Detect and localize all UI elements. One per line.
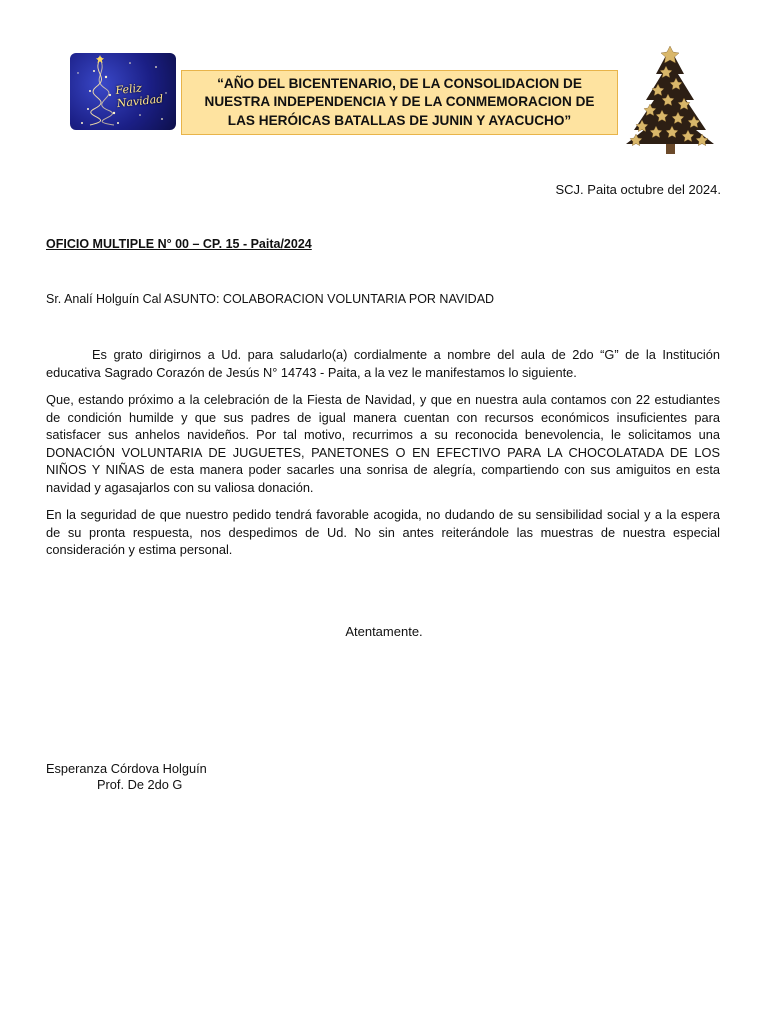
closing-salutation: Atentamente. — [345, 624, 423, 639]
body-paragraph-farewell: En la seguridad de que nuestro pedido tendrá favorable acogida, no dudando de su sensibilidad social y a la espera de su pronta respuesta, nos despedimos de Ud. No sin antes reiterándole las muestras de nuestra especial consideración y estima personal. — [46, 507, 720, 557]
letter-date: SCJ. Paita octubre del 2024. — [555, 182, 721, 197]
motto-text: “AÑO DEL BICENTENARIO, DE LA CONSOLIDACION DE NUESTRA INDEPENDENCIA Y DE LA CONMEMORACION DE LAS HERÓICAS BATALLAS DE JUNIN Y AYACUCHO” — [204, 75, 595, 128]
motto-banner — [181, 70, 618, 135]
body-paragraph-request: Que, estando próximo a la celebración de la Fiesta de Navidad, y que en nuestra aula contamos con 22 estudiantes de condición humilde y que sus padres de igual manera cuentan con recursos económicos insuficientes para satisfacer sus anhelos navideños. Por tal motivo, recurrimos a su reconocida benevolencia, le solicitamos una DONACIÓN VOLUNTARIA DE JUGUETES, PANETONES O EN EFECTIVO PARA LA CHOCOLATADA DE LOS NIÑOS Y NIÑAS de esta manera poder sacarles una sonrisa de alegría, compartiendo con sus amiguitos en esta navidad y agasajarlos con su valiosa donación. — [46, 392, 720, 495]
christmas-tree-sparkle-icon — [70, 53, 176, 130]
document-reference: OFICIO MULTIPLE N° 00 – CP. 15 - Paita/2024 — [46, 237, 312, 251]
body-paragraph-intro: Es grato dirigirnos a Ud. para saludarlo(a) cordialmente a nombre del aula de 2do “G” de la Institución educativa Sagrado Corazón de Jesús N° 14743 - Paita, a la vez le manifestamos lo siguiente. — [46, 347, 720, 380]
recipient-subject-line: Sr. Analí Holguín Cal ASUNTO: COLABORACION VOLUNTARIA POR NAVIDAD — [46, 292, 495, 306]
star-christmas-tree-icon — [622, 44, 718, 156]
signature-role: Prof. De 2do G — [97, 777, 183, 792]
signature-name: Esperanza Córdova Holguín — [46, 761, 207, 776]
logo-text: Feliz Navidad — [114, 81, 164, 111]
